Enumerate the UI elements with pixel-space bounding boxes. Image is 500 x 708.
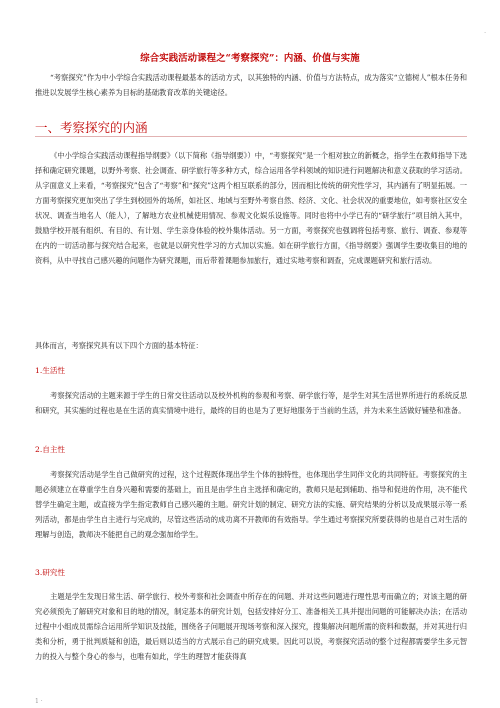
aspect-heading-life: 1.生活性 xyxy=(35,366,66,375)
section-divider xyxy=(35,136,467,137)
aspect-heading-research: 3.研究性 xyxy=(35,568,66,577)
corner-mark: · xyxy=(484,30,486,37)
aspect-text-life: 考察探究活动的主题来源于学生的日常交往活动以及校外机构的参观和考察、研学旅行等，是学生对其生活世界所进行的系统反思和研究，其实施的过程也是在生活的真实情境中进行，最终的目的也是为了更好地服务于当前的生活，并为未来生活做好铺垫和准备。 xyxy=(35,391,467,415)
page-title: 综合实践活动课程之“考察探究”：内涵、价值与实施 xyxy=(140,53,360,64)
aspect-heading-autonomy: 2.自主性 xyxy=(35,445,66,454)
page-footer-mark: 1 · xyxy=(35,698,43,705)
connotation-paragraph: 《中小学综合实践活动课程指导纲要》（以下简称《指导纲要》）中，“考察探究”是一个相对独立的新概念，指学生在教师指导下选择和确定研究课题，以野外考察、社会调查、研学旅行等多种方式，综合运用各学科领域的知识进行问题解决和意义获取的学习活动。从字面意义上来看，“考察探究”包含了“考察”和“探究”这两个相互联系的部分，因而相比传统的研究性学习，其内涵有了明显拓展。一方面考察探究更加突出了学生到校园外的场所，如社区、地域与至野外考察自然、经济、文化、社会状况的重要地位，如考察社区安全状况、调查当地名人（能人），了解地方农业机械使用情况、参观文化娱乐设施等。同时也将中小学已有的“研学旅行”项目纳入其中，鼓励学校开展有组织、有目的、有计划、学生亲身体验的校外集体活动。另一方面，考察探究也强调将包括考察、旅行、调查、参观等在内的一切活动都与探究结合起来，也就是以研究性学习的方式加以实施。如在研学旅行方面，《指导纲要》强调学生要收集目的地的资料，从中寻找自己感兴趣的问题作为研究课题，而后带着课题参加旅行，通过实地考察和调查，完成课题研究和旅行活动。 xyxy=(35,151,467,265)
intro-paragraph: “考察探究”作为中小学综合实践活动课程最基本的活动方式，以其独特的内涵、价值与方法特点，成为落实“立德树人”根本任务和推进以发展学生核心素养为目标的基础教育改革的关键途径。 xyxy=(35,73,467,97)
aspect-text-autonomy: 考察探究活动是学生自己做研究的过程，这个过程既体现出学生个体的独特性，也体现出学生同伴文化的共同特征。考察探究的主题必须建立在尊重学生自身兴趣和需要的基础上，而且是由学生自主选择和确定的，教师只是起到辅助、指导和促进的作用，决不能代替学生确定主题，或直接为学生指定教师自己感兴趣的主题。研究计划的制定、研究方法的实施、研究结果的分析以及成果展示等一系列活动，都是由学生自主进行与完成的，尽管这些活动的成功离不开教师的有效指导。学生通过考察探究所要获得的也是自己对生活的理解与创造，教师决不能把自己的观念强加给学生。 xyxy=(35,470,467,539)
section-heading-connotation: 一、考察探究的内涵 xyxy=(35,120,148,135)
aspects-intro: 具体而言，考察探究具有以下四个方面的基本特征： xyxy=(35,341,203,350)
aspect-text-research: 主题是学生发现日常生活、研学旅行、校外考察和社会调查中所存在的问题、并对这些问题进行理性思考而确立的；对该主题的研究必须预先了解研究对象和目的地的情况，制定基本的研究计划，包括安排好分工、准备相关工具并提出问题的可能解决办法；在活动过程中小组成员需综合运用所学知识及技能，围绕各子问题展开现场考察和深入探究，搜集解决问题所需的资料和数据，并对其进行归类和分析，勇于批判质疑和创造，最后则以适当的方式展示自己的研究成果。因此可以说，考察探究活动的整个过程都需要学生多元智力的投入与整个身心的参与，也唯有如此，学生的理智才能获得真 xyxy=(35,592,467,661)
